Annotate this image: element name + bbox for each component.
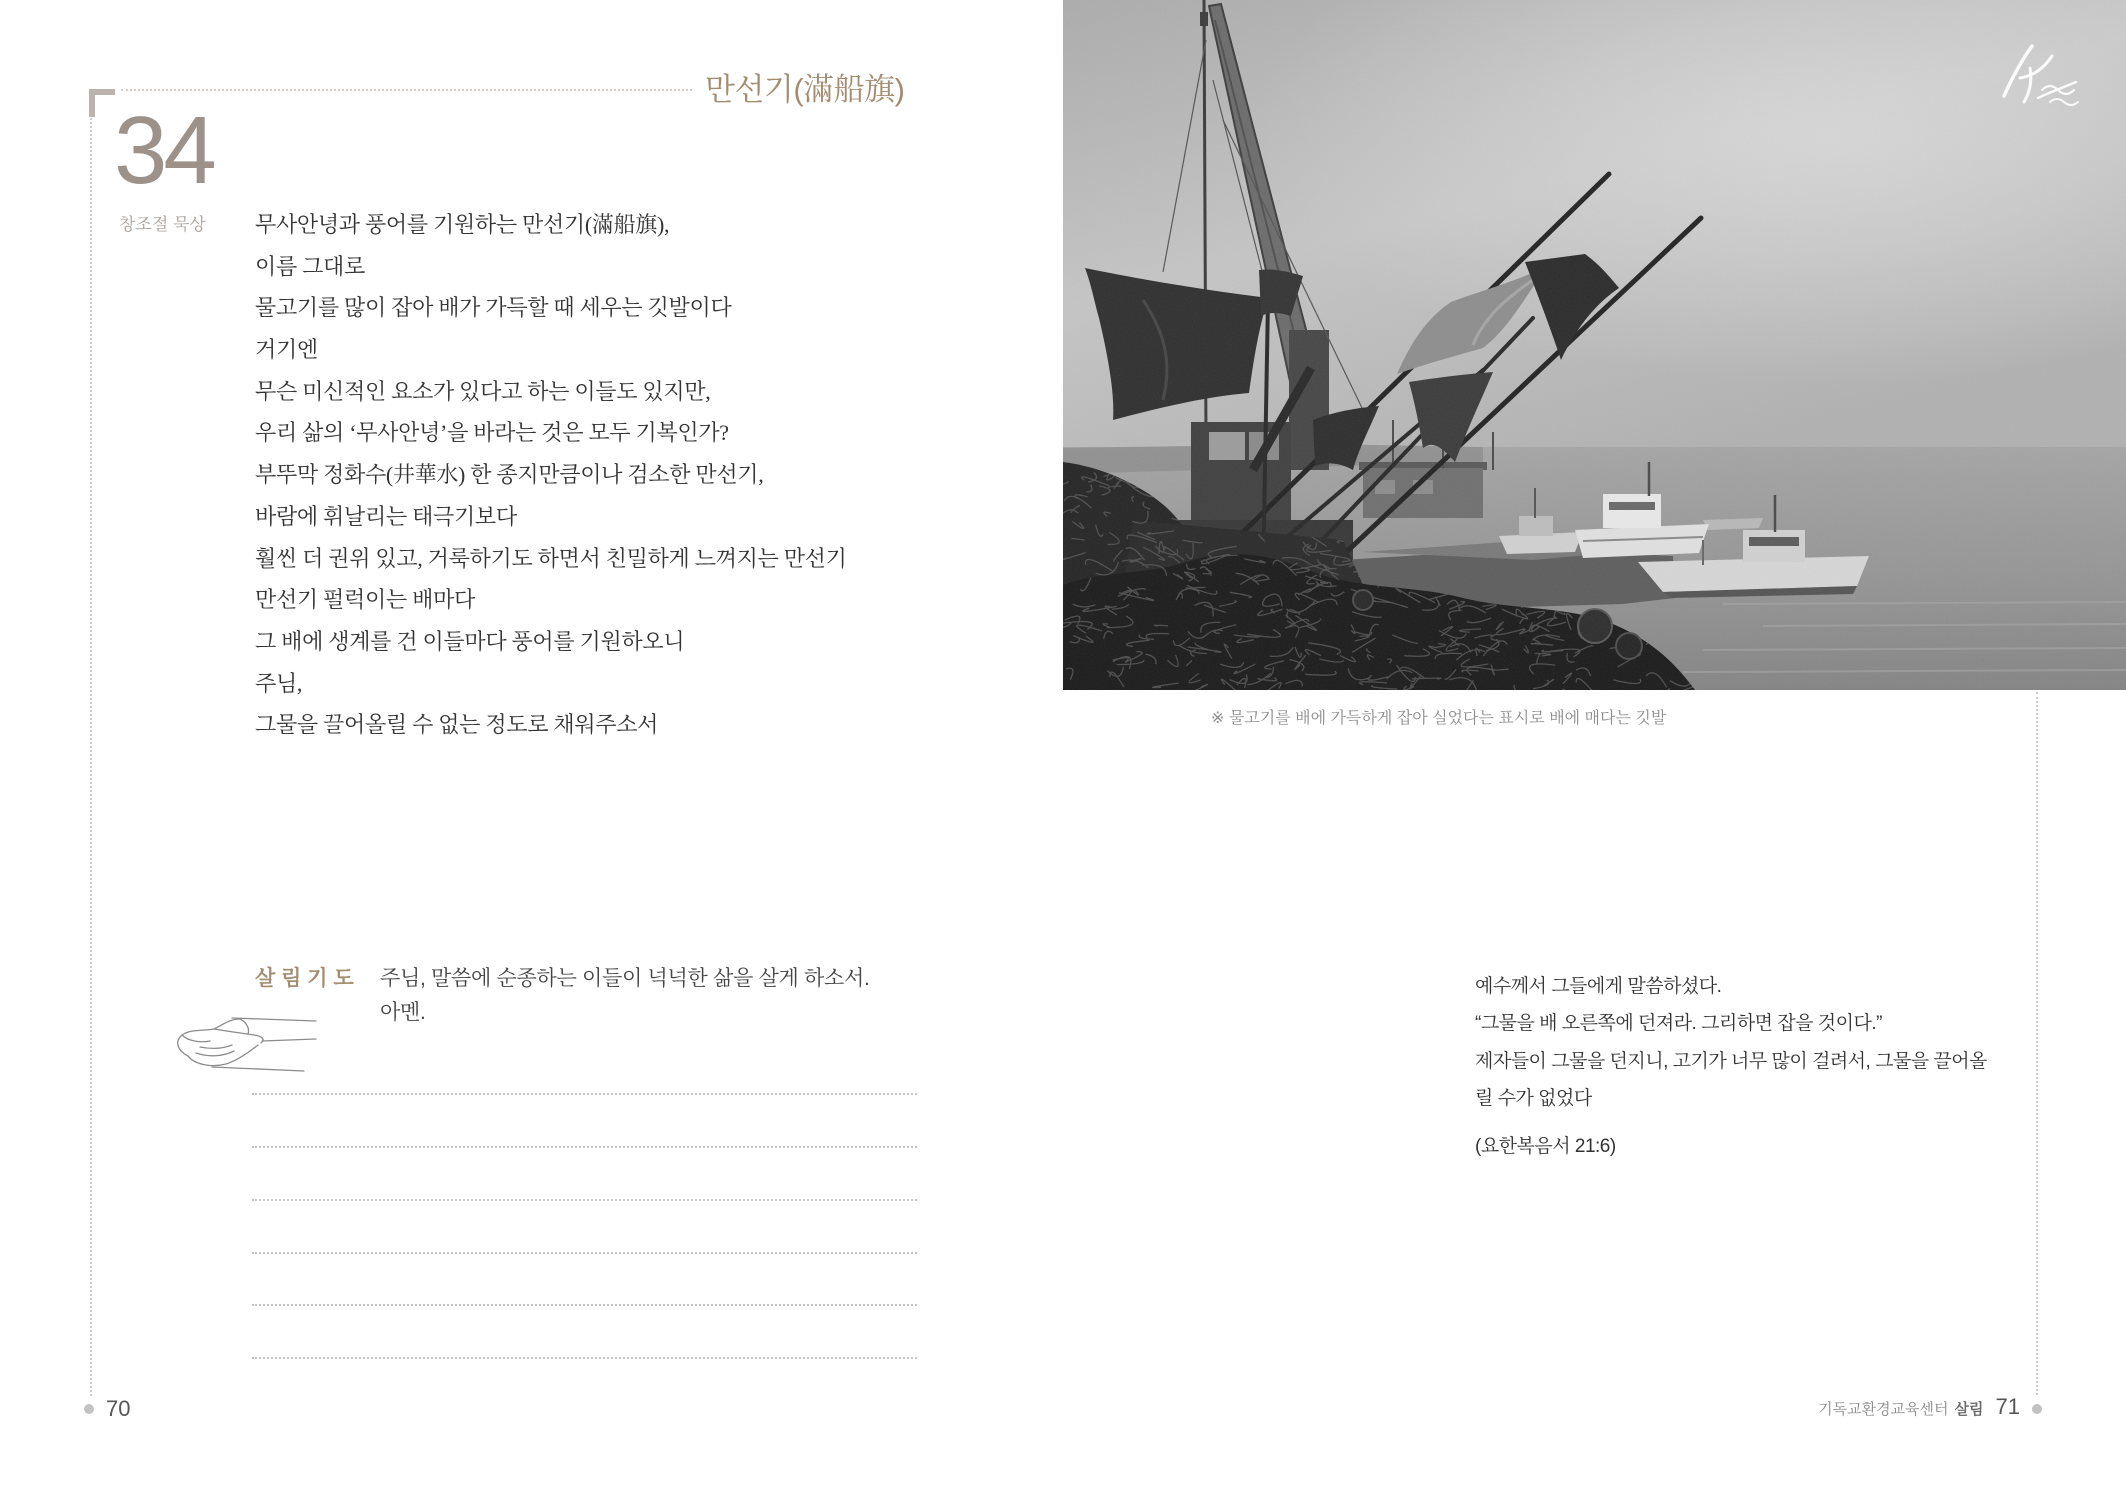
page-title: 만선기(滿船旗): [705, 72, 905, 107]
film-grain: [1063, 0, 2126, 690]
prayer-text: [380, 963, 870, 1031]
poem-line: 거기엔: [255, 337, 318, 363]
writing-line: [252, 1357, 917, 1359]
right-margin-dotted-rule: [2036, 692, 2038, 1395]
writing-line: [252, 1199, 917, 1201]
footer-right: [1818, 1394, 2020, 1420]
page-marker-dot-left: [84, 1404, 94, 1414]
poem-line: 훨씬 더 권위 있고, 거룩하기도 하면서 친밀하게 느껴지는 만선기: [255, 545, 847, 571]
clasped-hands-illustration: [170, 1004, 320, 1076]
writing-line: [252, 1093, 917, 1095]
harbor-photo: [1063, 0, 2126, 690]
poem-line: 그물을 끌어올릴 수 없는 정도로 채워주소서: [255, 712, 659, 738]
poem-line: 그 배에 생계를 건 이들마다 풍어를 기원하오니: [255, 628, 685, 654]
meditation-number: 34: [114, 97, 213, 204]
scripture-line: 제자들이 그물을 던지니, 고기가 너무 많이 걸려서, 그물을 끌어올: [1475, 1050, 1987, 1072]
scripture-line: 예수께서 그들에게 말씀하셨다.: [1475, 976, 1722, 997]
corner-bracket-vertical: [89, 89, 95, 117]
poem-line: 이름 그대로: [255, 253, 365, 279]
poem-line: 부뚜막 정화수(井華水) 한 종지만큼이나 검소한 만선기,: [255, 462, 764, 488]
page-number-left: 70: [106, 1396, 131, 1421]
poem-line: 무슨 미신적인 요소가 있다고 하는 이들도 있지만,: [255, 378, 711, 404]
footer-brand: 살림: [1954, 1401, 1984, 1418]
scripture-line: 릴 수가 없었다: [1475, 1087, 1592, 1109]
poem-line: 만선기 펄럭이는 배마다: [255, 587, 475, 613]
prayer-label: 살 림 기 도: [255, 967, 354, 990]
scripture-line: “그물을 배 오른쪽에 던져라. 그리하면 잡을 것이다.”: [1475, 1013, 1882, 1035]
poem-line: 주님,: [255, 670, 303, 696]
poem: [255, 204, 847, 746]
writing-line: [252, 1304, 917, 1306]
page-marker-dot-right: [2032, 1404, 2042, 1414]
prayer-line: 주님, 말씀에 순종하는 이들이 넉넉한 삶을 살게 하소서.: [380, 967, 870, 990]
prayer-line: 아멘.: [380, 1001, 426, 1024]
salim-logo: [1990, 38, 2082, 114]
poem-line: 물고기를 많이 잡아 배가 가득할 때 세우는 깃발이다: [255, 295, 732, 321]
writing-line: [252, 1252, 917, 1254]
poem-line: 우리 삶의 ‘무사안녕’을 바라는 것은 모두 기복인가?: [255, 420, 729, 446]
category-label: 창조절 묵상: [119, 215, 206, 234]
footer-organization: 기독교환경교육센터: [1818, 1401, 1949, 1418]
scripture-passage: [1475, 968, 1987, 1165]
page-number-right: 71: [1995, 1394, 2020, 1419]
title-dotted-rule: [121, 89, 692, 91]
poem-line: 바람에 휘날리는 태극기보다: [255, 503, 517, 529]
photo-caption: ※ 물고기를 배에 가득하게 잡아 실었다는 표시로 배에 매다는 깃발: [1211, 710, 1667, 727]
writing-line: [252, 1146, 917, 1148]
scripture-reference: (요한복음서 21:6): [1475, 1136, 1616, 1158]
poem-line: 무사안녕과 풍어를 기원하는 만선기(滿船旗),: [255, 212, 670, 237]
left-margin-dotted-rule: [90, 118, 92, 1396]
